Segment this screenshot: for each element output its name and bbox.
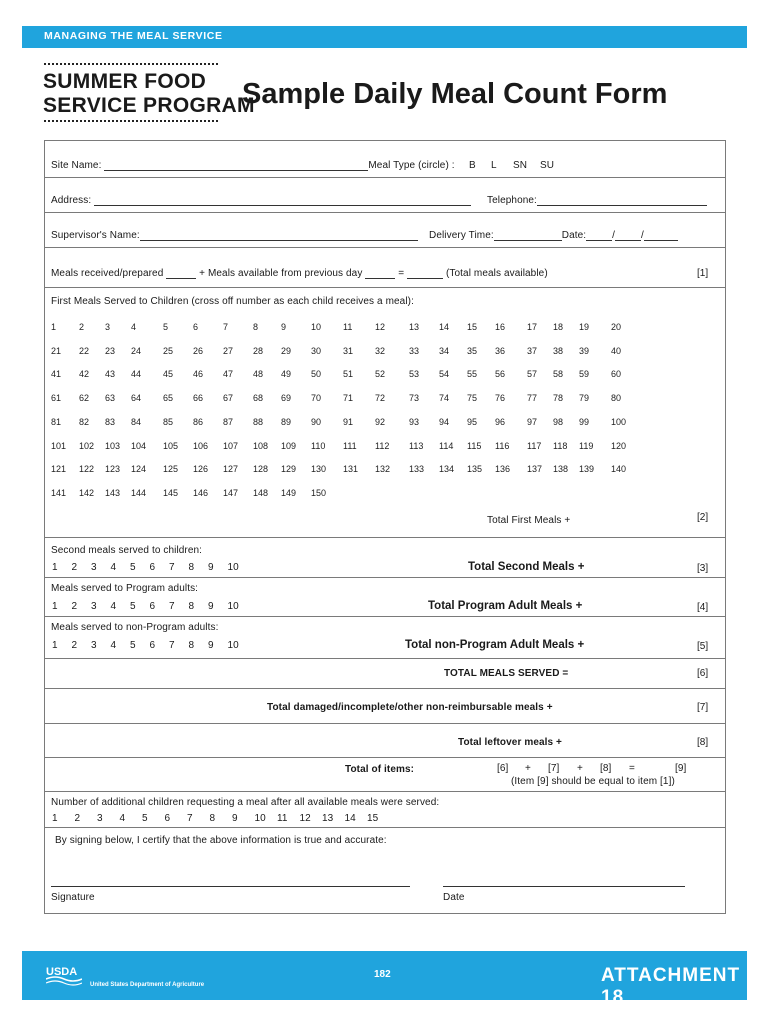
supervisor-row	[51, 230, 418, 241]
first-meal-number[interactable]: 7	[223, 322, 229, 332]
first-meal-number[interactable]: 116	[495, 440, 510, 451]
non-program-adult-meal-number[interactable]: 10	[227, 640, 239, 651]
total-meals-served-label: TOTAL MEALS SERVED =	[444, 668, 569, 679]
additional-child-number[interactable]: 12	[299, 813, 311, 824]
delivery-time-label: Delivery Time:	[429, 230, 494, 241]
first-meal-number[interactable]: 65	[163, 393, 174, 404]
site-name-label: Site Name:	[51, 160, 102, 171]
non-program-adult-meal-number[interactable]: 5	[130, 640, 136, 651]
first-meal-number[interactable]: 106	[193, 440, 209, 451]
first-meal-number[interactable]: 62	[79, 393, 90, 404]
first-meal-number[interactable]: 111	[343, 440, 357, 451]
divider	[45, 212, 725, 213]
first-meal-number[interactable]: 122	[79, 464, 95, 475]
second-meal-number[interactable]: 10	[227, 562, 239, 573]
logo-dotted-rule-bottom	[44, 120, 218, 122]
total-leftover-label: Total leftover meals +	[458, 737, 562, 748]
first-meal-number[interactable]: 67	[223, 393, 234, 404]
item-ref-7: [7]	[697, 702, 709, 713]
usda-logo-icon	[46, 964, 82, 986]
meal-count-form	[44, 140, 726, 914]
first-meal-number[interactable]: 61	[51, 393, 62, 404]
first-meal-number[interactable]: 92	[375, 416, 386, 427]
first-meal-number[interactable]: 100	[611, 416, 627, 427]
first-meal-number[interactable]: 63	[105, 393, 116, 404]
first-meal-number[interactable]: 10	[311, 322, 322, 332]
first-meal-number[interactable]: 31	[343, 345, 354, 356]
first-meal-number[interactable]: 72	[375, 393, 386, 404]
first-meal-number[interactable]: 81	[51, 416, 62, 427]
first-meal-number[interactable]: 123	[105, 464, 121, 475]
first-meal-number[interactable]: 135	[467, 464, 483, 475]
total-first-meals-label: Total First Meals +	[487, 515, 571, 526]
first-meal-number[interactable]: 136	[495, 464, 511, 475]
first-meal-number[interactable]: 29	[281, 345, 292, 356]
first-meal-number[interactable]: 115	[467, 440, 482, 451]
first-meal-number[interactable]: 59	[579, 369, 590, 380]
program-adult-meal-number[interactable]: 1	[52, 601, 58, 612]
first-meal-number[interactable]: 149	[281, 487, 297, 498]
first-meal-number[interactable]: 84	[131, 416, 142, 427]
address-field[interactable]	[94, 205, 471, 206]
first-meal-number[interactable]: 27	[223, 345, 234, 356]
first-meal-number[interactable]: 105	[163, 440, 179, 451]
first-meal-number[interactable]: 1	[51, 322, 57, 332]
meal-type-l[interactable]: L	[491, 160, 497, 171]
second-meal-number[interactable]: 4	[110, 562, 117, 573]
second-meal-number[interactable]: 9	[208, 562, 214, 573]
meals-previous-label: + Meals available from previous day	[199, 268, 363, 279]
first-meal-number[interactable]: 8	[253, 322, 259, 332]
additional-child-number[interactable]: 7	[187, 813, 193, 824]
first-meal-number[interactable]: 89	[281, 416, 292, 427]
meal-type-label: Meal Type (circle) :	[368, 160, 455, 171]
first-meal-number[interactable]: 34	[439, 345, 450, 356]
total-non-program-adult-meals-label: Total non-Program Adult Meals +	[405, 639, 585, 651]
meal-type-su[interactable]: SU	[540, 160, 555, 171]
first-meal-number[interactable]: 24	[131, 345, 142, 356]
first-meal-number[interactable]: 13	[409, 322, 420, 332]
items-formula-token: +	[525, 763, 531, 774]
address-row	[51, 195, 471, 206]
item-ref-8: [8]	[697, 737, 709, 748]
first-meal-number[interactable]: 109	[281, 440, 297, 451]
first-meal-number[interactable]: 117	[527, 440, 542, 451]
first-meal-number[interactable]: 17	[527, 322, 538, 332]
first-meal-number[interactable]: 114	[439, 440, 454, 451]
first-meal-number[interactable]: 66	[193, 393, 204, 404]
signature-label: Signature	[51, 892, 95, 903]
first-meal-number[interactable]: 68	[253, 393, 264, 404]
second-meal-number[interactable]: 3	[91, 562, 97, 573]
second-meal-number[interactable]: 1	[52, 562, 58, 573]
first-meal-number[interactable]: 18	[553, 322, 564, 332]
first-meal-number[interactable]: 64	[131, 393, 142, 404]
program-adult-meal-number[interactable]: 9	[208, 601, 214, 612]
first-meal-number[interactable]: 86	[193, 416, 204, 427]
non-program-adult-meal-number[interactable]: 3	[91, 640, 97, 651]
first-meal-number[interactable]: 141	[51, 487, 67, 498]
first-meal-number[interactable]: 45	[163, 369, 174, 380]
additional-child-number[interactable]: 5	[142, 813, 148, 824]
total-program-adult-meals-label: Total Program Adult Meals +	[428, 600, 583, 612]
first-meal-number[interactable]: 142	[79, 487, 95, 498]
items-formula-token: [6]	[497, 763, 509, 774]
first-meal-number[interactable]: 15	[467, 322, 478, 332]
first-meal-number[interactable]: 125	[163, 464, 179, 475]
meals-received-field[interactable]	[166, 278, 196, 279]
first-meal-number[interactable]: 40	[611, 345, 622, 356]
items-formula-token: [8]	[600, 763, 612, 774]
program-adult-meal-number[interactable]: 10	[227, 601, 239, 612]
first-meal-number[interactable]: 130	[311, 464, 327, 475]
first-meal-number[interactable]: 137	[527, 464, 543, 475]
second-meal-number[interactable]: 6	[149, 562, 156, 573]
first-meal-number[interactable]: 140	[611, 464, 627, 475]
divider	[45, 723, 725, 724]
additional-child-number[interactable]: 8	[209, 813, 216, 824]
first-meal-number[interactable]: 56	[495, 369, 506, 380]
program-adult-meal-number[interactable]: 2	[71, 601, 78, 612]
non-program-adult-meal-number[interactable]: 1	[52, 640, 58, 651]
divider	[45, 757, 725, 758]
first-meal-number[interactable]: 132	[375, 464, 391, 475]
first-meal-number[interactable]: 39	[579, 345, 590, 356]
first-meal-number[interactable]: 46	[193, 369, 204, 380]
first-meal-number[interactable]: 90	[311, 416, 322, 427]
first-meal-number[interactable]: 25	[163, 345, 174, 356]
divider	[45, 658, 725, 659]
meals-available-row	[51, 268, 548, 279]
first-meal-number[interactable]: 128	[253, 464, 269, 475]
first-meal-number[interactable]: 44	[131, 369, 142, 380]
program-adult-meal-number[interactable]: 4	[110, 601, 117, 612]
first-meal-number[interactable]: 26	[193, 345, 204, 356]
first-meal-number[interactable]: 41	[51, 369, 62, 380]
site-name-row	[51, 160, 455, 171]
first-meal-number[interactable]: 43	[105, 369, 116, 380]
additional-child-number[interactable]: 1	[52, 813, 58, 824]
first-meal-number[interactable]: 33	[409, 345, 420, 356]
items-note: (Item [9] should be equal to item [1])	[511, 776, 675, 787]
second-meal-number[interactable]: 8	[188, 562, 195, 573]
first-meal-number[interactable]: 94	[439, 416, 450, 427]
second-meals-label: Second meals served to children:	[51, 545, 203, 556]
item-ref-6: [6]	[697, 668, 709, 679]
telephone-row	[487, 195, 707, 206]
divider	[45, 577, 725, 578]
item-ref-2: [2]	[697, 512, 709, 523]
program-adult-meal-number[interactable]: 8	[188, 601, 195, 612]
logo-dotted-rule-top	[44, 63, 218, 65]
first-meal-number[interactable]: 98	[553, 416, 564, 427]
second-meal-number[interactable]: 2	[71, 562, 78, 573]
non-program-adult-meal-number[interactable]: 8	[188, 640, 195, 651]
first-meal-number[interactable]: 19	[579, 322, 590, 332]
first-meal-number[interactable]: 121	[51, 464, 67, 475]
first-meal-number[interactable]: 101	[51, 440, 67, 451]
date-day-field[interactable]	[615, 240, 641, 241]
first-meal-number[interactable]: 35	[467, 345, 478, 356]
additional-child-number[interactable]: 14	[344, 813, 356, 824]
first-meal-number[interactable]: 120	[611, 440, 627, 451]
first-meal-number[interactable]: 51	[343, 369, 354, 380]
non-program-adult-meal-number[interactable]: 4	[110, 640, 117, 651]
first-meal-number[interactable]: 57	[527, 369, 538, 380]
first-meal-number[interactable]: 138	[553, 464, 569, 475]
divider	[45, 791, 725, 792]
first-meal-number[interactable]: 145	[163, 487, 179, 498]
first-meal-number[interactable]: 9	[281, 322, 287, 332]
program-adult-meal-number[interactable]: 6	[149, 601, 156, 612]
first-meal-number[interactable]: 93	[409, 416, 420, 427]
first-meal-number[interactable]: 5	[163, 322, 169, 332]
first-meal-number[interactable]: 139	[579, 464, 595, 475]
signature-line[interactable]	[51, 886, 410, 887]
first-meal-number[interactable]: 146	[193, 487, 209, 498]
meals-previous-field[interactable]	[365, 278, 395, 279]
usda-department-name: United States Department of Agriculture	[90, 982, 205, 988]
item-ref-4: [4]	[697, 602, 709, 613]
section-title: MANAGING THE MEAL SERVICE	[44, 30, 223, 42]
first-meal-number[interactable]: 77	[527, 393, 538, 404]
page-number: 182	[374, 969, 391, 980]
additional-child-number[interactable]: 11	[277, 813, 288, 824]
item-ref-3: [3]	[697, 563, 709, 574]
attachment-label: ATTACHMENT 18	[601, 965, 741, 1008]
first-meal-number[interactable]: 129	[281, 464, 297, 475]
additional-child-number[interactable]: 10	[254, 813, 266, 824]
first-meal-number[interactable]: 96	[495, 416, 506, 427]
divider	[45, 827, 725, 828]
total-damaged-label: Total damaged/incomplete/other non-reimbursable meals +	[267, 702, 553, 713]
non-program-adult-meal-number[interactable]: 9	[208, 640, 214, 651]
first-meal-number[interactable]: 83	[105, 416, 116, 427]
additional-child-number[interactable]: 9	[232, 813, 238, 824]
first-meal-number[interactable]: 112	[375, 440, 390, 451]
date-signature-line[interactable]	[443, 886, 685, 887]
supervisor-field[interactable]	[140, 240, 418, 241]
first-meal-number[interactable]: 126	[193, 464, 209, 475]
first-meal-number[interactable]: 32	[375, 345, 386, 356]
first-meal-number[interactable]: 69	[281, 393, 292, 404]
first-meal-number[interactable]: 97	[527, 416, 538, 427]
supervisor-label: Supervisor's Name:	[51, 230, 140, 241]
divider	[45, 537, 725, 538]
first-meal-number[interactable]: 16	[495, 322, 506, 332]
first-meal-number[interactable]: 91	[343, 416, 354, 427]
first-meal-number[interactable]: 4	[131, 322, 137, 332]
first-meal-number[interactable]: 127	[223, 464, 239, 475]
first-meal-number[interactable]: 3	[105, 322, 111, 332]
svg-text:USDA: USDA	[46, 966, 78, 978]
first-meal-number[interactable]: 85	[163, 416, 174, 427]
first-meal-number[interactable]: 42	[79, 369, 90, 380]
additional-child-number[interactable]: 6	[164, 813, 171, 824]
non-program-adult-meal-number[interactable]: 2	[71, 640, 78, 651]
item-ref-1: [1]	[697, 268, 709, 279]
first-meal-number[interactable]: 47	[223, 369, 234, 380]
non-program-adult-meal-number[interactable]: 6	[149, 640, 156, 651]
first-meal-number[interactable]: 74	[439, 393, 450, 404]
first-meal-number[interactable]: 118	[553, 440, 568, 451]
first-meal-number[interactable]: 6	[193, 322, 199, 332]
program-adult-meal-number[interactable]: 5	[130, 601, 136, 612]
first-meal-number[interactable]: 143	[105, 487, 121, 498]
first-meal-number[interactable]: 113	[409, 440, 424, 451]
first-meal-number[interactable]: 12	[375, 322, 386, 332]
first-meal-number[interactable]: 71	[343, 393, 354, 404]
date-year-field[interactable]	[644, 240, 678, 241]
address-label: Address:	[51, 195, 92, 206]
first-meal-number[interactable]: 49	[281, 369, 292, 380]
first-meal-number[interactable]: 88	[253, 416, 264, 427]
additional-child-number[interactable]: 13	[322, 813, 334, 824]
first-meal-number[interactable]: 28	[253, 345, 264, 356]
divider	[45, 688, 725, 689]
first-meal-number[interactable]: 124	[131, 464, 147, 475]
program-adult-meal-number[interactable]: 7	[169, 601, 175, 612]
first-meal-number[interactable]: 50	[311, 369, 322, 380]
first-meal-number[interactable]: 133	[409, 464, 425, 475]
telephone-field[interactable]	[537, 205, 707, 206]
program-adults-label: Meals served to Program adults:	[51, 583, 199, 594]
first-meal-number[interactable]: 55	[467, 369, 478, 380]
first-meal-number[interactable]: 48	[253, 369, 264, 380]
non-program-adults-label: Meals served to non-Program adults:	[51, 622, 219, 633]
first-meal-number[interactable]: 78	[553, 393, 564, 404]
total-of-items-label: Total of items:	[345, 764, 415, 775]
meals-received-label: Meals received/prepared	[51, 268, 164, 279]
items-formula-token: =	[629, 763, 635, 774]
first-meal-number[interactable]: 60	[611, 369, 622, 380]
first-meal-number[interactable]: 103	[105, 440, 121, 451]
first-meal-number[interactable]: 53	[409, 369, 420, 380]
additional-children-label: Number of additional children requesting a meal after all available meals were served:	[51, 797, 440, 808]
program-adult-meal-number[interactable]: 3	[91, 601, 97, 612]
first-meal-number[interactable]: 95	[467, 416, 478, 427]
first-meal-number[interactable]: 147	[223, 487, 239, 498]
program-logo-line2: SERVICE PROGRAM	[43, 94, 255, 117]
first-meal-number[interactable]: 79	[579, 393, 590, 404]
additional-child-number[interactable]: 4	[119, 813, 126, 824]
divider	[45, 177, 725, 178]
item-ref-5: [5]	[697, 641, 709, 652]
first-meal-number[interactable]: 75	[467, 393, 478, 404]
date-label: Date:	[561, 230, 587, 241]
second-meal-number[interactable]: 5	[130, 562, 136, 573]
program-logo-line1: SUMMER FOOD	[43, 70, 207, 93]
first-meal-number[interactable]: 23	[105, 345, 116, 356]
second-meal-number[interactable]: 7	[169, 562, 175, 573]
first-meal-number[interactable]: 54	[439, 369, 450, 380]
first-meal-number[interactable]: 36	[495, 345, 506, 356]
delivery-time-row: Delivery Time: Date: / /	[429, 230, 678, 241]
divider	[45, 287, 725, 288]
first-meal-number[interactable]: 2	[79, 322, 85, 332]
first-meal-number[interactable]: 87	[223, 416, 234, 427]
first-meal-number[interactable]: 38	[553, 345, 564, 356]
first-meal-number[interactable]: 104	[131, 440, 147, 451]
date-month-field[interactable]	[586, 240, 612, 241]
first-meal-number[interactable]: 21	[51, 345, 62, 356]
additional-child-number[interactable]: 3	[97, 813, 103, 824]
first-meal-number[interactable]: 144	[131, 487, 147, 498]
equals-sign: =	[398, 268, 405, 279]
additional-child-number[interactable]: 2	[74, 813, 81, 824]
first-meal-number[interactable]: 82	[79, 416, 90, 427]
first-meal-number[interactable]: 150	[311, 487, 327, 498]
delivery-time-field[interactable]	[494, 240, 562, 241]
first-meal-number[interactable]: 108	[253, 440, 269, 451]
signature-date-label: Date	[443, 892, 465, 903]
first-meal-number[interactable]: 73	[409, 393, 420, 404]
meals-total-field[interactable]	[407, 278, 443, 279]
divider	[45, 247, 725, 248]
first-meal-number[interactable]: 20	[611, 322, 622, 332]
first-meal-number[interactable]: 76	[495, 393, 506, 404]
meal-type-b[interactable]: B	[469, 160, 476, 171]
first-meal-number[interactable]: 148	[253, 487, 269, 498]
form-title: Sample Daily Meal Count Form	[242, 78, 668, 110]
first-meal-number[interactable]: 14	[439, 322, 450, 332]
first-meal-number[interactable]: 52	[375, 369, 386, 380]
first-meal-number[interactable]: 119	[579, 440, 594, 451]
telephone-label: Telephone:	[487, 195, 537, 206]
meal-type-sn[interactable]: SN	[513, 160, 528, 171]
first-meal-number[interactable]: 99	[579, 416, 590, 427]
first-meal-number[interactable]: 107	[223, 440, 239, 451]
first-meal-number[interactable]: 58	[553, 369, 564, 380]
first-meal-number[interactable]: 134	[439, 464, 455, 475]
first-meal-number[interactable]: 102	[79, 440, 95, 451]
footer-banner	[22, 951, 747, 1008]
section-banner	[22, 26, 747, 48]
total-available-label: (Total meals available)	[445, 268, 548, 279]
items-formula-token: [7]	[548, 763, 560, 774]
certify-statement: By signing below, I certify that the above information is true and accurate:	[55, 835, 387, 846]
items-formula-token: +	[577, 763, 583, 774]
items-formula-token: [9]	[675, 763, 687, 774]
first-meal-number[interactable]: 11	[343, 322, 353, 332]
first-meals-label: First Meals Served to Children (cross off number as each child receives a meal):	[51, 296, 414, 307]
site-name-field[interactable]	[104, 170, 368, 171]
first-meal-number[interactable]: 80	[611, 393, 622, 404]
first-meal-number[interactable]: 30	[311, 345, 322, 356]
divider	[45, 616, 725, 617]
first-meal-number[interactable]: 37	[527, 345, 538, 356]
first-meal-number[interactable]: 22	[79, 345, 90, 356]
non-program-adult-meal-number[interactable]: 7	[169, 640, 175, 651]
first-meal-number[interactable]: 70	[311, 393, 322, 404]
first-meal-number[interactable]: 110	[311, 440, 326, 451]
additional-child-number[interactable]: 15	[367, 813, 379, 824]
first-meal-number[interactable]: 131	[343, 464, 359, 475]
total-second-meals-label: Total Second Meals +	[468, 561, 585, 573]
